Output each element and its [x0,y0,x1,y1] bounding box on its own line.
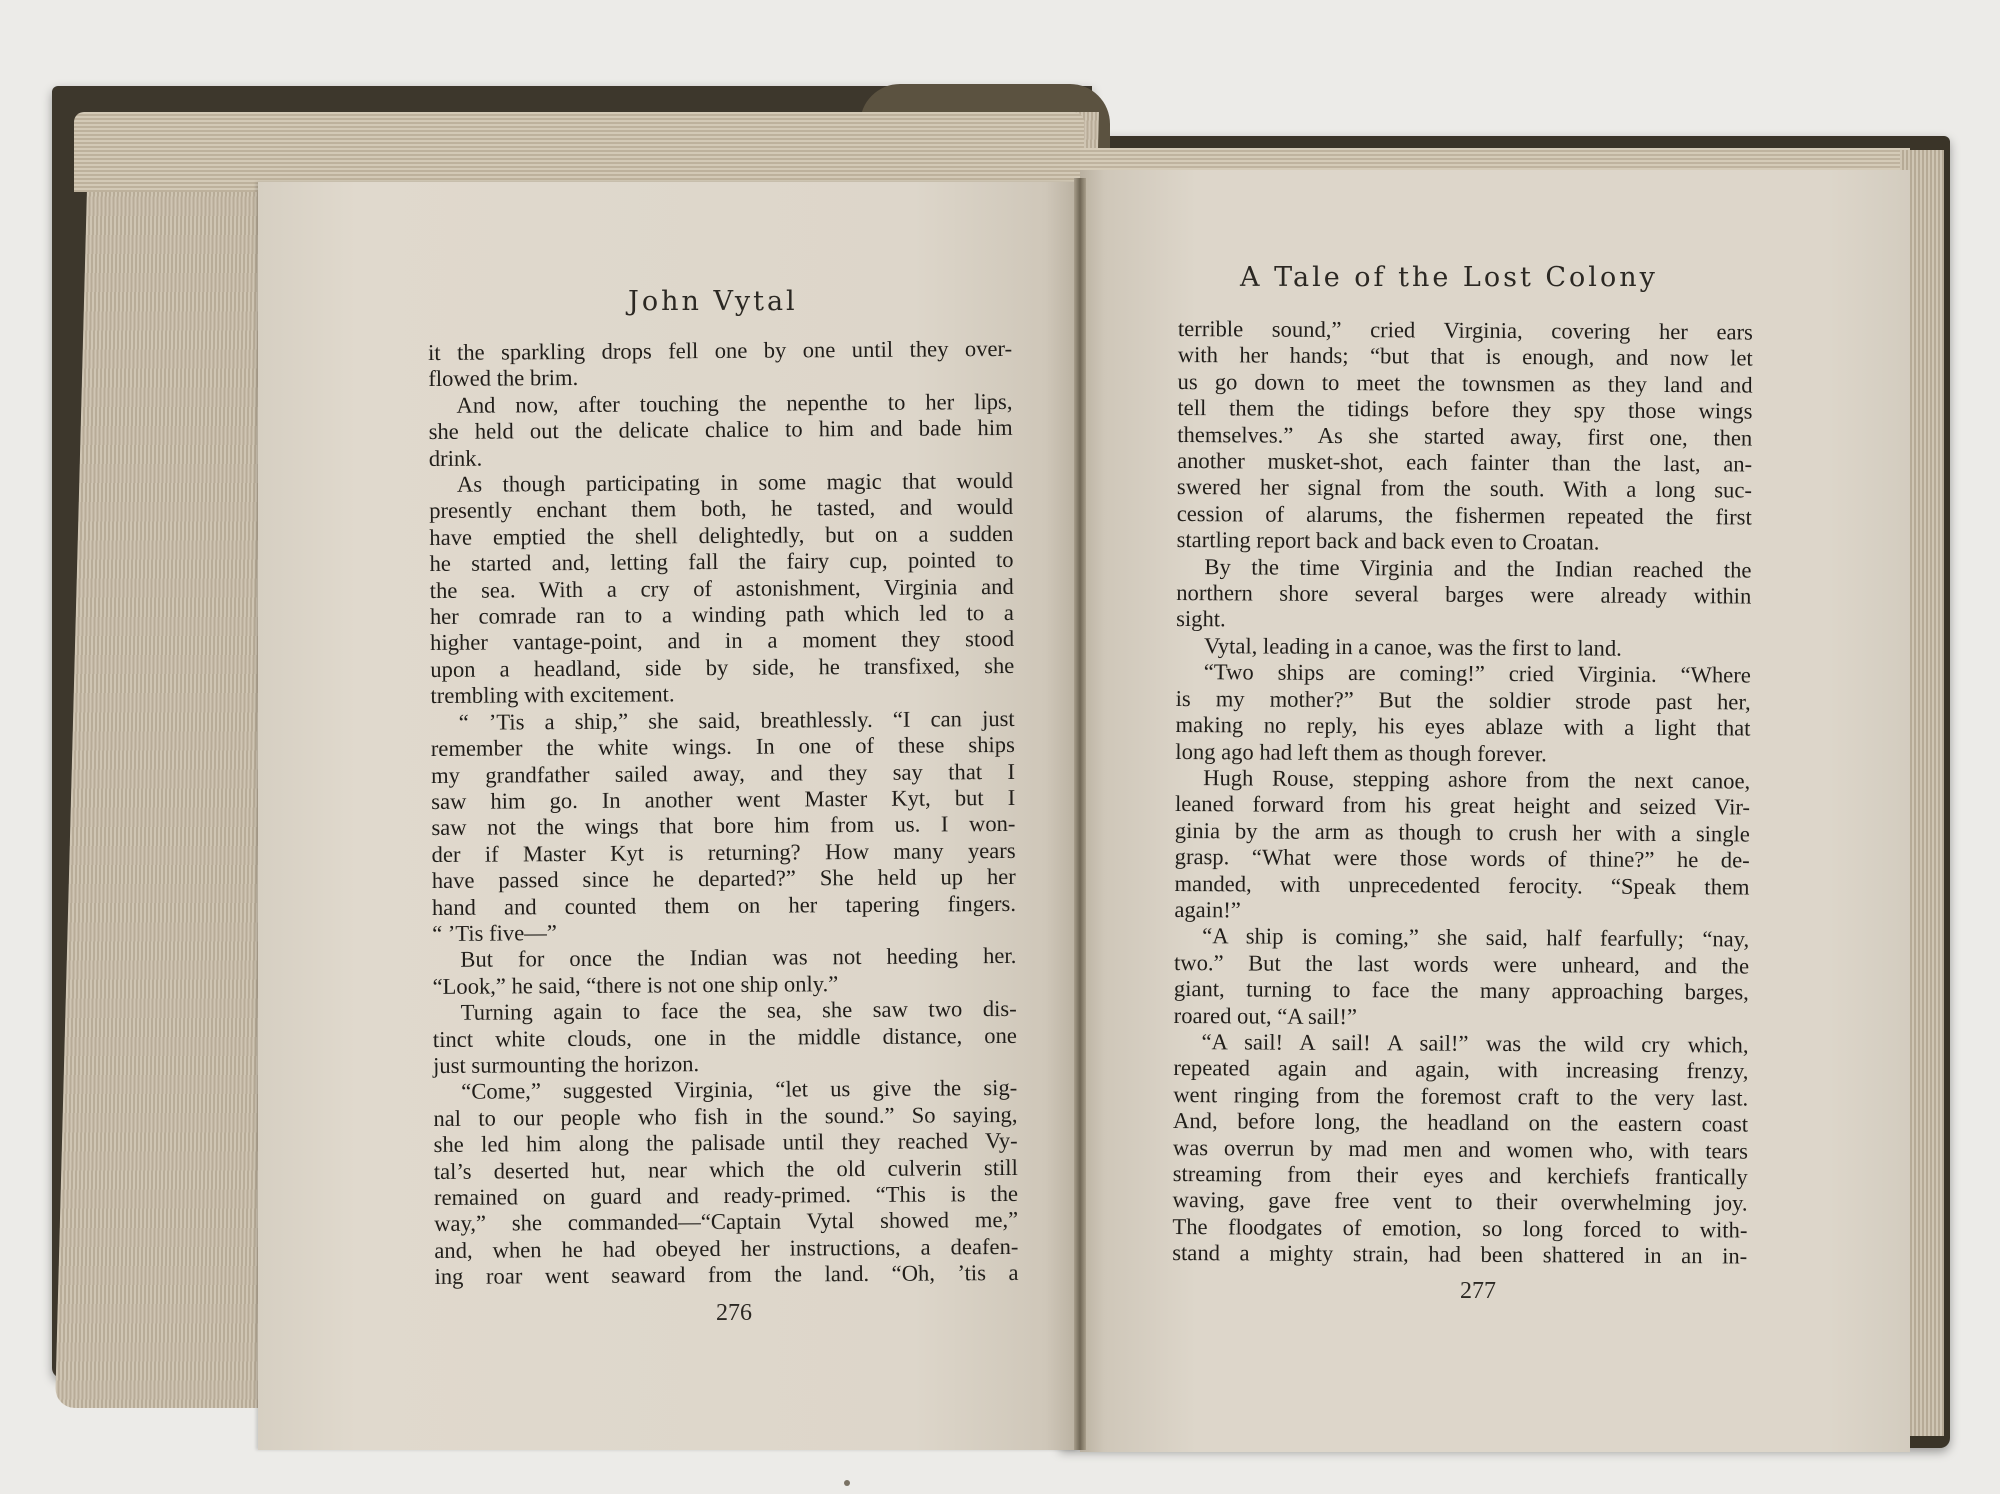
right-page-body-text [1172,316,1753,1270]
text-line: two.” But the last words were unheard, and the [1173,949,1750,979]
text-line: terrible sound,” cried Virginia, covering her ears [1177,316,1753,345]
text-line: sight. [1176,606,1226,632]
text-line: themselves.” As she started away, first one, then [1177,421,1753,451]
dust-speck [844,1480,850,1486]
text-line: flowed the brim. [428,365,579,392]
text-line: “A sail! A sail! A sail!” was the wild cry which, [1201,1029,1749,1058]
text-line: der if Master Kyt is returning? How many years [431,837,1016,867]
text-line: saw not the wings that bore him from us. I won- [431,811,1016,841]
text-line: upon a headland, side by side, he transfixed, she [430,652,1015,682]
text-line: streaming from their eyes and kerchiefs frantically [1172,1160,1748,1190]
text-line: The floodgates of emotion, so long forced to with- [1172,1213,1748,1243]
text-line: it the sparkling drops fell one by one until they over- [428,335,1013,365]
text-line: trembling with excitement. [430,681,675,709]
text-line: the sea. With a cry of astonishment, Virginia and [429,573,1014,603]
text-line: nal to our people who fish in the sound.” So saying, [433,1101,1018,1131]
text-line: she led him along the palisade until they reached Vy- [433,1128,1018,1158]
text-line: “Look,” he said, “there is not one ship only.” [432,970,839,999]
text-line: ing roar went seaward from the land. “Oh, ’tis a [434,1260,1019,1290]
text-line: swered her signal from the south. With a long suc- [1176,474,1753,503]
text-line: cession of alarums, the fishermen repeated the first [1176,500,1752,530]
text-line: By the time Virginia and the Indian reached the [1204,553,1752,583]
text-line: have emptied the shell delightedly, but on a sudden [429,520,1014,550]
text-line: presently enchant them both, he tasted, and would [429,494,1014,524]
text-line: making no reply, his eyes ablaze with a light that [1175,712,1751,741]
text-line: us go down to meet the townsmen as they land and [1177,368,1753,398]
text-line: manded, with unprecedented ferocity. “Speak them [1174,870,1750,900]
text-line: And, before long, the headland on the eastern coast [1173,1108,1749,1137]
text-line: ginia by the arm as though to crush her with a single [1174,817,1750,847]
text-line: drink. [428,445,483,471]
text-line: But for once the Indian was not heeding her. [460,943,1017,973]
left-running-head: John Vytal [628,286,798,317]
book-gutter [1074,178,1086,1450]
text-line: “ ’Tis five—” [432,920,557,946]
text-line: Hugh Rouse, stepping ashore from the next canoe, [1203,765,1751,794]
text-line: my grandfather sailed away, and they say that I [430,758,1016,788]
text-line: he started and, letting fall the fairy cup, pointed to [429,547,1014,577]
text-line: Vytal, leading in a canoe, was the first to land. [1203,633,1622,661]
text-line: just surmounting the horizon. [432,1051,700,1078]
text-line: higher vantage-point, and in a moment they stood [430,626,1015,656]
text-line: “ ’Tis a ship,” she said, breathlessly. “I can just [458,705,1015,735]
text-line: have passed since he departed?” She held up her [431,864,1016,894]
text-line: saw him go. In another went Master Kyt, but I [431,784,1016,814]
right-page-number: 277 [1460,1278,1496,1304]
text-line: way,” she commanded—“Captain Vytal showed me,” [434,1207,1019,1237]
text-line: Turning again to face the sea, she saw two dis- [460,996,1017,1025]
text-line: “A ship is coming,” she said, half fearfully; “nay, [1202,923,1750,952]
text-line: tell them the tidings before they spy those wings [1177,395,1753,424]
text-line: giant, turning to face the many approaching barges, [1173,976,1749,1005]
left-page-body-text [428,336,1019,1291]
text-line: stand a mighty strain, had been shattered in an in- [1172,1240,1748,1269]
text-line: startling report back and back even to Croatan. [1176,527,1600,555]
text-line: another musket-shot, each fainter than the last, an- [1177,448,1753,477]
text-line: hand and counted them on her tapering fingers. [431,890,1017,920]
text-line: she held out the delicate chalice to him and bade him [428,415,1013,445]
text-line: remained on guard and ready-primed. “This is the [433,1180,1019,1210]
text-line: and, when he had obeyed her instructions, a deafen- [434,1233,1019,1263]
text-line: remember the white wings. In one of these ships [430,732,1015,762]
text-line: again!” [1174,896,1241,923]
text-line: went ringing from the foremost craft to the very last. [1173,1081,1749,1111]
text-line: long ago had left them as though forever. [1175,738,1547,766]
text-line: tinct white clouds, one in the middle distance, one [432,1022,1017,1052]
right-running-head: A Tale of the Lost Colony [1240,262,1658,293]
text-line: As though participating in some magic that would [456,467,1014,497]
text-line: tal’s deserted hut, near which the old culverin still [433,1154,1018,1184]
text-line: her comrade ran to a winding path which led to a [429,599,1015,630]
text-line: And now, after touching the nepenthe to her lips, [456,388,1013,418]
text-line: was overrun by mad men and women who, with tears [1172,1134,1748,1164]
text-line: is my mother?” But the soldier strode past her, [1175,685,1751,715]
text-line: northern shore several barges were already within [1176,580,1752,609]
text-line: “Two ships are coming!” cried Virginia. “Where [1203,659,1751,688]
text-line: grasp. “What were those words of thine?” he de- [1174,844,1750,873]
text-line: leaned forward from his great height and seized Vir- [1174,791,1751,820]
text-line: with her hands; “but that is enough, and now let [1177,342,1753,371]
text-line: roared out, “A sail!” [1173,1002,1358,1029]
text-line: repeated again and again, with increasing frenzy, [1173,1055,1749,1084]
page-stack-left-top [74,112,1084,192]
left-page-number: 276 [716,1300,752,1326]
text-line: “Come,” suggested Virginia, “let us give the sig- [461,1075,1018,1105]
text-line: waving, gave free vent to their overwhelming joy. [1172,1187,1748,1216]
